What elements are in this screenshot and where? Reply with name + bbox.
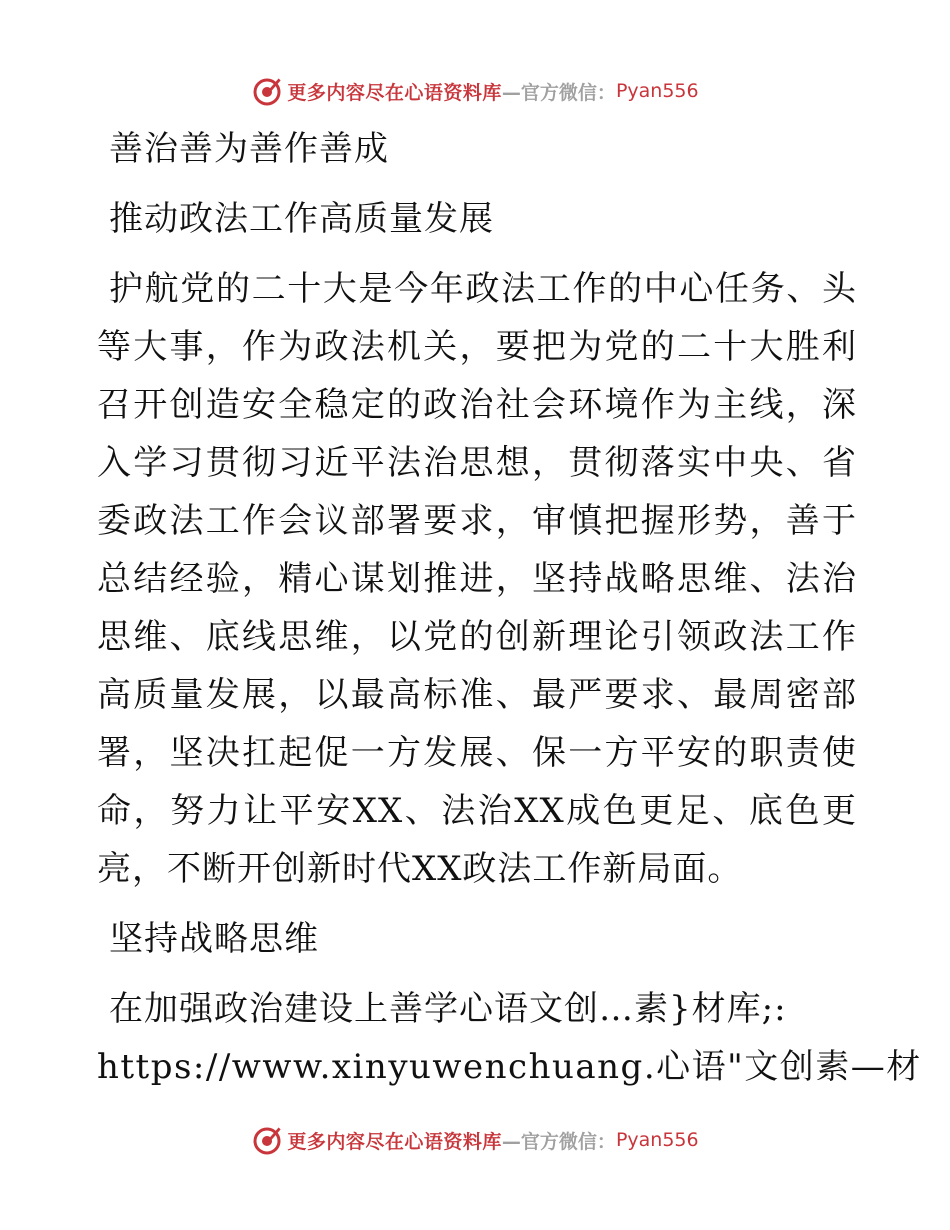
watermark-text: 更多内容尽在心语资料库	[287, 81, 502, 104]
quill-pen-logo-icon	[251, 75, 283, 107]
watermark-text: 更多内容尽在心语资料库	[287, 1130, 502, 1153]
url-line: https://www.xinyuwenchuang.心语"文创素—材	[97, 1047, 922, 1087]
document-subtitle: 推动政法工作高质量发展	[109, 199, 494, 239]
watermark-handle: Pyan556	[615, 1129, 699, 1151]
watermark-handle: Pyan556	[615, 80, 699, 102]
body-paragraph-line: 在加强政治建设上善学心语文创…素}材库;:	[109, 989, 787, 1029]
watermark-banner-bottom	[0, 1120, 950, 1160]
body-paragraph: 护航党的二十大是今年政法工作的中心任务、头等大事，作为政法机关，要把为党的二十大胜利召开创造安全稳定的政治社会环境作为主线，深入学习贯彻习近平法治思想，贯彻落实中央、省委政法工作会议部署要求，审慎把握形势，善于总结经验，精心谋划推进，坚持战略思维、法治思维、底线思维，以党的创新理论引领政法工作高质量发展，以最高标准、最严要求、最周密部署，坚决扛起促一方发展、保一方平安的职责使命，努力让平安XX、法治XX成色更足、底色更亮，不断开创新时代XX政法工作新局面。	[97, 269, 857, 889]
quill-pen-logo-icon	[251, 1124, 283, 1156]
watermark-label: —官方微信：	[501, 81, 616, 104]
watermark-banner-top	[0, 71, 950, 111]
watermark-label: —官方微信：	[501, 1130, 616, 1153]
section-heading: 坚持战略思维	[109, 919, 319, 959]
document-body	[97, 118, 922, 1096]
document-title: 善治善为善作善成	[109, 129, 389, 169]
